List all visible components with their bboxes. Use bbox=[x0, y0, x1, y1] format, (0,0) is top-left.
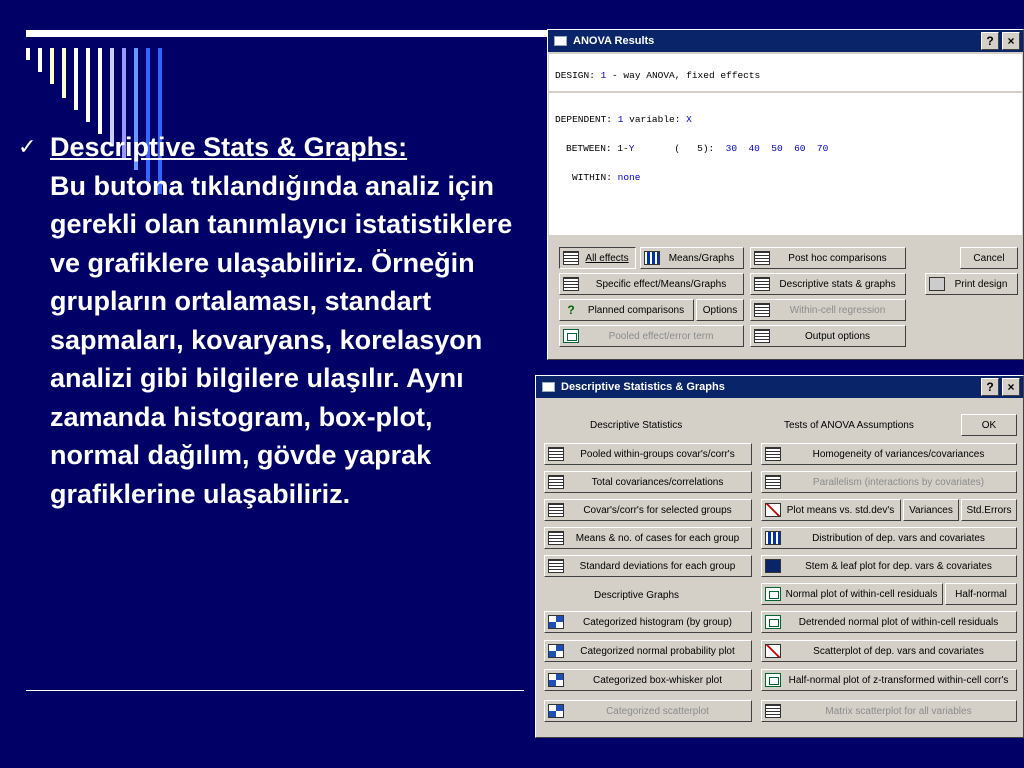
normal-plot-residuals-button[interactable]: Normal plot of within-cell residuals bbox=[761, 583, 943, 605]
table-icon bbox=[548, 503, 564, 517]
table-icon bbox=[754, 329, 770, 343]
all-effects-button[interactable]: All effects bbox=[559, 247, 636, 269]
table-icon bbox=[563, 251, 579, 265]
printer-icon bbox=[929, 277, 945, 291]
std-dev-button[interactable]: Standard deviations for each group bbox=[544, 555, 752, 577]
graphs-header: Descriptive Graphs bbox=[594, 590, 680, 601]
close-button[interactable]: × bbox=[1002, 378, 1020, 396]
categorized-chart-icon bbox=[548, 704, 564, 718]
window-icon bbox=[554, 36, 567, 46]
detrended-normal-button[interactable]: Detrended normal plot of within-cell residuals bbox=[761, 611, 1017, 633]
planned-comparisons-button[interactable]: ? Planned comparisons bbox=[559, 299, 694, 321]
anova-results-window bbox=[547, 29, 1024, 360]
variances-button[interactable]: Variances bbox=[903, 499, 959, 521]
dsg-title: Descriptive Statistics & Graphs bbox=[561, 381, 725, 393]
pooled-effect-button[interactable]: Pooled effect/error term bbox=[559, 325, 744, 347]
within-cell-regression-button[interactable]: Within-cell regression bbox=[750, 299, 906, 321]
plot-means-button[interactable]: Plot means vs. std.dev's bbox=[761, 499, 901, 521]
selected-groups-covar-button[interactable]: Covar's/corr's for selected groups bbox=[544, 499, 752, 521]
categorized-chart-icon bbox=[548, 615, 564, 629]
close-button[interactable]: × bbox=[1002, 32, 1020, 50]
pooled-covar-button[interactable]: Pooled within-groups covar's/corr's bbox=[544, 443, 752, 465]
anova-title: ANOVA Results bbox=[573, 35, 655, 47]
specific-effect-button[interactable]: Specific effect/Means/Graphs bbox=[559, 273, 744, 295]
ok-button[interactable]: OK bbox=[961, 414, 1017, 436]
cat-histogram-button[interactable]: Categorized histogram (by group) bbox=[544, 611, 752, 633]
anova-titlebar bbox=[548, 30, 1023, 52]
histogram-icon bbox=[765, 531, 781, 545]
table-icon bbox=[548, 559, 564, 573]
normal-plot-icon bbox=[765, 673, 781, 687]
cat-scatterplot-button[interactable]: Categorized scatterplot bbox=[544, 700, 752, 722]
parallelism-button[interactable]: Parallelism (interactions by covariates) bbox=[761, 471, 1017, 493]
scatterplot-button[interactable]: Scatterplot of dep. vars and covariates bbox=[761, 640, 1017, 662]
tests-header: Tests of ANOVA Assumptions bbox=[784, 420, 914, 431]
table-icon bbox=[548, 531, 564, 545]
table-icon bbox=[765, 475, 781, 489]
table-icon bbox=[765, 447, 781, 461]
means-cases-button[interactable]: Means & no. of cases for each group bbox=[544, 527, 752, 549]
slide-text-block bbox=[18, 128, 518, 513]
design-panel: DESIGN: 1 - way ANOVA, fixed effects bbox=[549, 54, 1022, 91]
total-covar-button[interactable]: Total covariances/correlations bbox=[544, 471, 752, 493]
question-icon: ? bbox=[563, 303, 579, 317]
bullet-paragraph bbox=[50, 128, 518, 513]
homogeneity-button[interactable]: Homogeneity of variances/covariances bbox=[761, 443, 1017, 465]
categorized-chart-icon bbox=[548, 673, 564, 687]
normal-plot-icon bbox=[765, 615, 781, 629]
bottom-rule bbox=[26, 690, 524, 691]
help-button[interactable]: ? bbox=[981, 32, 999, 50]
top-rule bbox=[26, 30, 548, 37]
distribution-button[interactable]: Distribution of dep. vars and covariates bbox=[761, 527, 1017, 549]
table-icon bbox=[548, 447, 564, 461]
cancel-button[interactable]: Cancel bbox=[960, 247, 1018, 269]
stem-leaf-icon bbox=[765, 559, 781, 573]
means-graphs-button[interactable]: Means/Graphs bbox=[640, 247, 744, 269]
dsg-titlebar bbox=[536, 376, 1023, 398]
window-icon bbox=[542, 382, 555, 392]
matrix-scatterplot-button[interactable]: Matrix scatterplot for all variables bbox=[761, 700, 1017, 722]
help-button[interactable]: ? bbox=[981, 378, 999, 396]
table-icon bbox=[563, 277, 579, 291]
table-icon bbox=[548, 475, 564, 489]
line-chart-icon bbox=[765, 503, 781, 517]
bar-chart-icon bbox=[644, 251, 660, 265]
options-button[interactable]: Options bbox=[696, 299, 744, 321]
print-design-button[interactable]: Print design bbox=[925, 273, 1018, 295]
table-icon bbox=[754, 277, 770, 291]
cat-boxwhisker-button[interactable]: Categorized box-whisker plot bbox=[544, 669, 752, 691]
post-hoc-button[interactable]: Post hoc comparisons bbox=[750, 247, 906, 269]
table-icon bbox=[754, 251, 770, 265]
checkmark-icon: ✓ bbox=[18, 134, 37, 159]
table-icon bbox=[754, 303, 770, 317]
stats-header: Descriptive Statistics bbox=[590, 420, 683, 431]
output-options-button[interactable]: Output options bbox=[750, 325, 906, 347]
desc-stats-window bbox=[535, 375, 1024, 738]
dependent-panel: DEPENDENT: 1 variable: X BETWEEN: 1-Y ( 5): 30 40 50 60 70 WITHIN: none bbox=[549, 93, 1022, 235]
descriptive-stats-button[interactable]: Descriptive stats & graphs bbox=[750, 273, 906, 295]
stem-leaf-button[interactable]: Stem & leaf plot for dep. vars & covariates bbox=[761, 555, 1017, 577]
scatterplot-icon bbox=[765, 644, 781, 658]
half-normal-button[interactable]: Half-normal bbox=[945, 583, 1017, 605]
cat-normal-plot-button[interactable]: Categorized normal probability plot bbox=[544, 640, 752, 662]
half-normal-plot-button[interactable]: Half-normal plot of z-transformed within-cell corr's bbox=[761, 669, 1017, 691]
pooled-icon bbox=[563, 329, 579, 343]
categorized-chart-icon bbox=[548, 644, 564, 658]
bullet-heading: Descriptive Stats & Graphs: bbox=[50, 132, 408, 162]
std-errors-button[interactable]: Std.Errors bbox=[961, 499, 1017, 521]
normal-plot-icon bbox=[765, 587, 781, 601]
matrix-icon bbox=[765, 704, 781, 718]
bullet-body: Bu butona tıklandığında analiz için gerekli olan tanımlayıcı istatistiklere ve grafiklere ulaşabiliriz. Örneğin grupların ortalaması, standart sapmaları, kovaryans, korelasyon analizi gibi bilgilere ulaşılır. Aynı zamanda histogram, box-plot, normal dağılım, gövde yaprak grafiklerine ulaşabiliriz. bbox=[50, 170, 513, 509]
